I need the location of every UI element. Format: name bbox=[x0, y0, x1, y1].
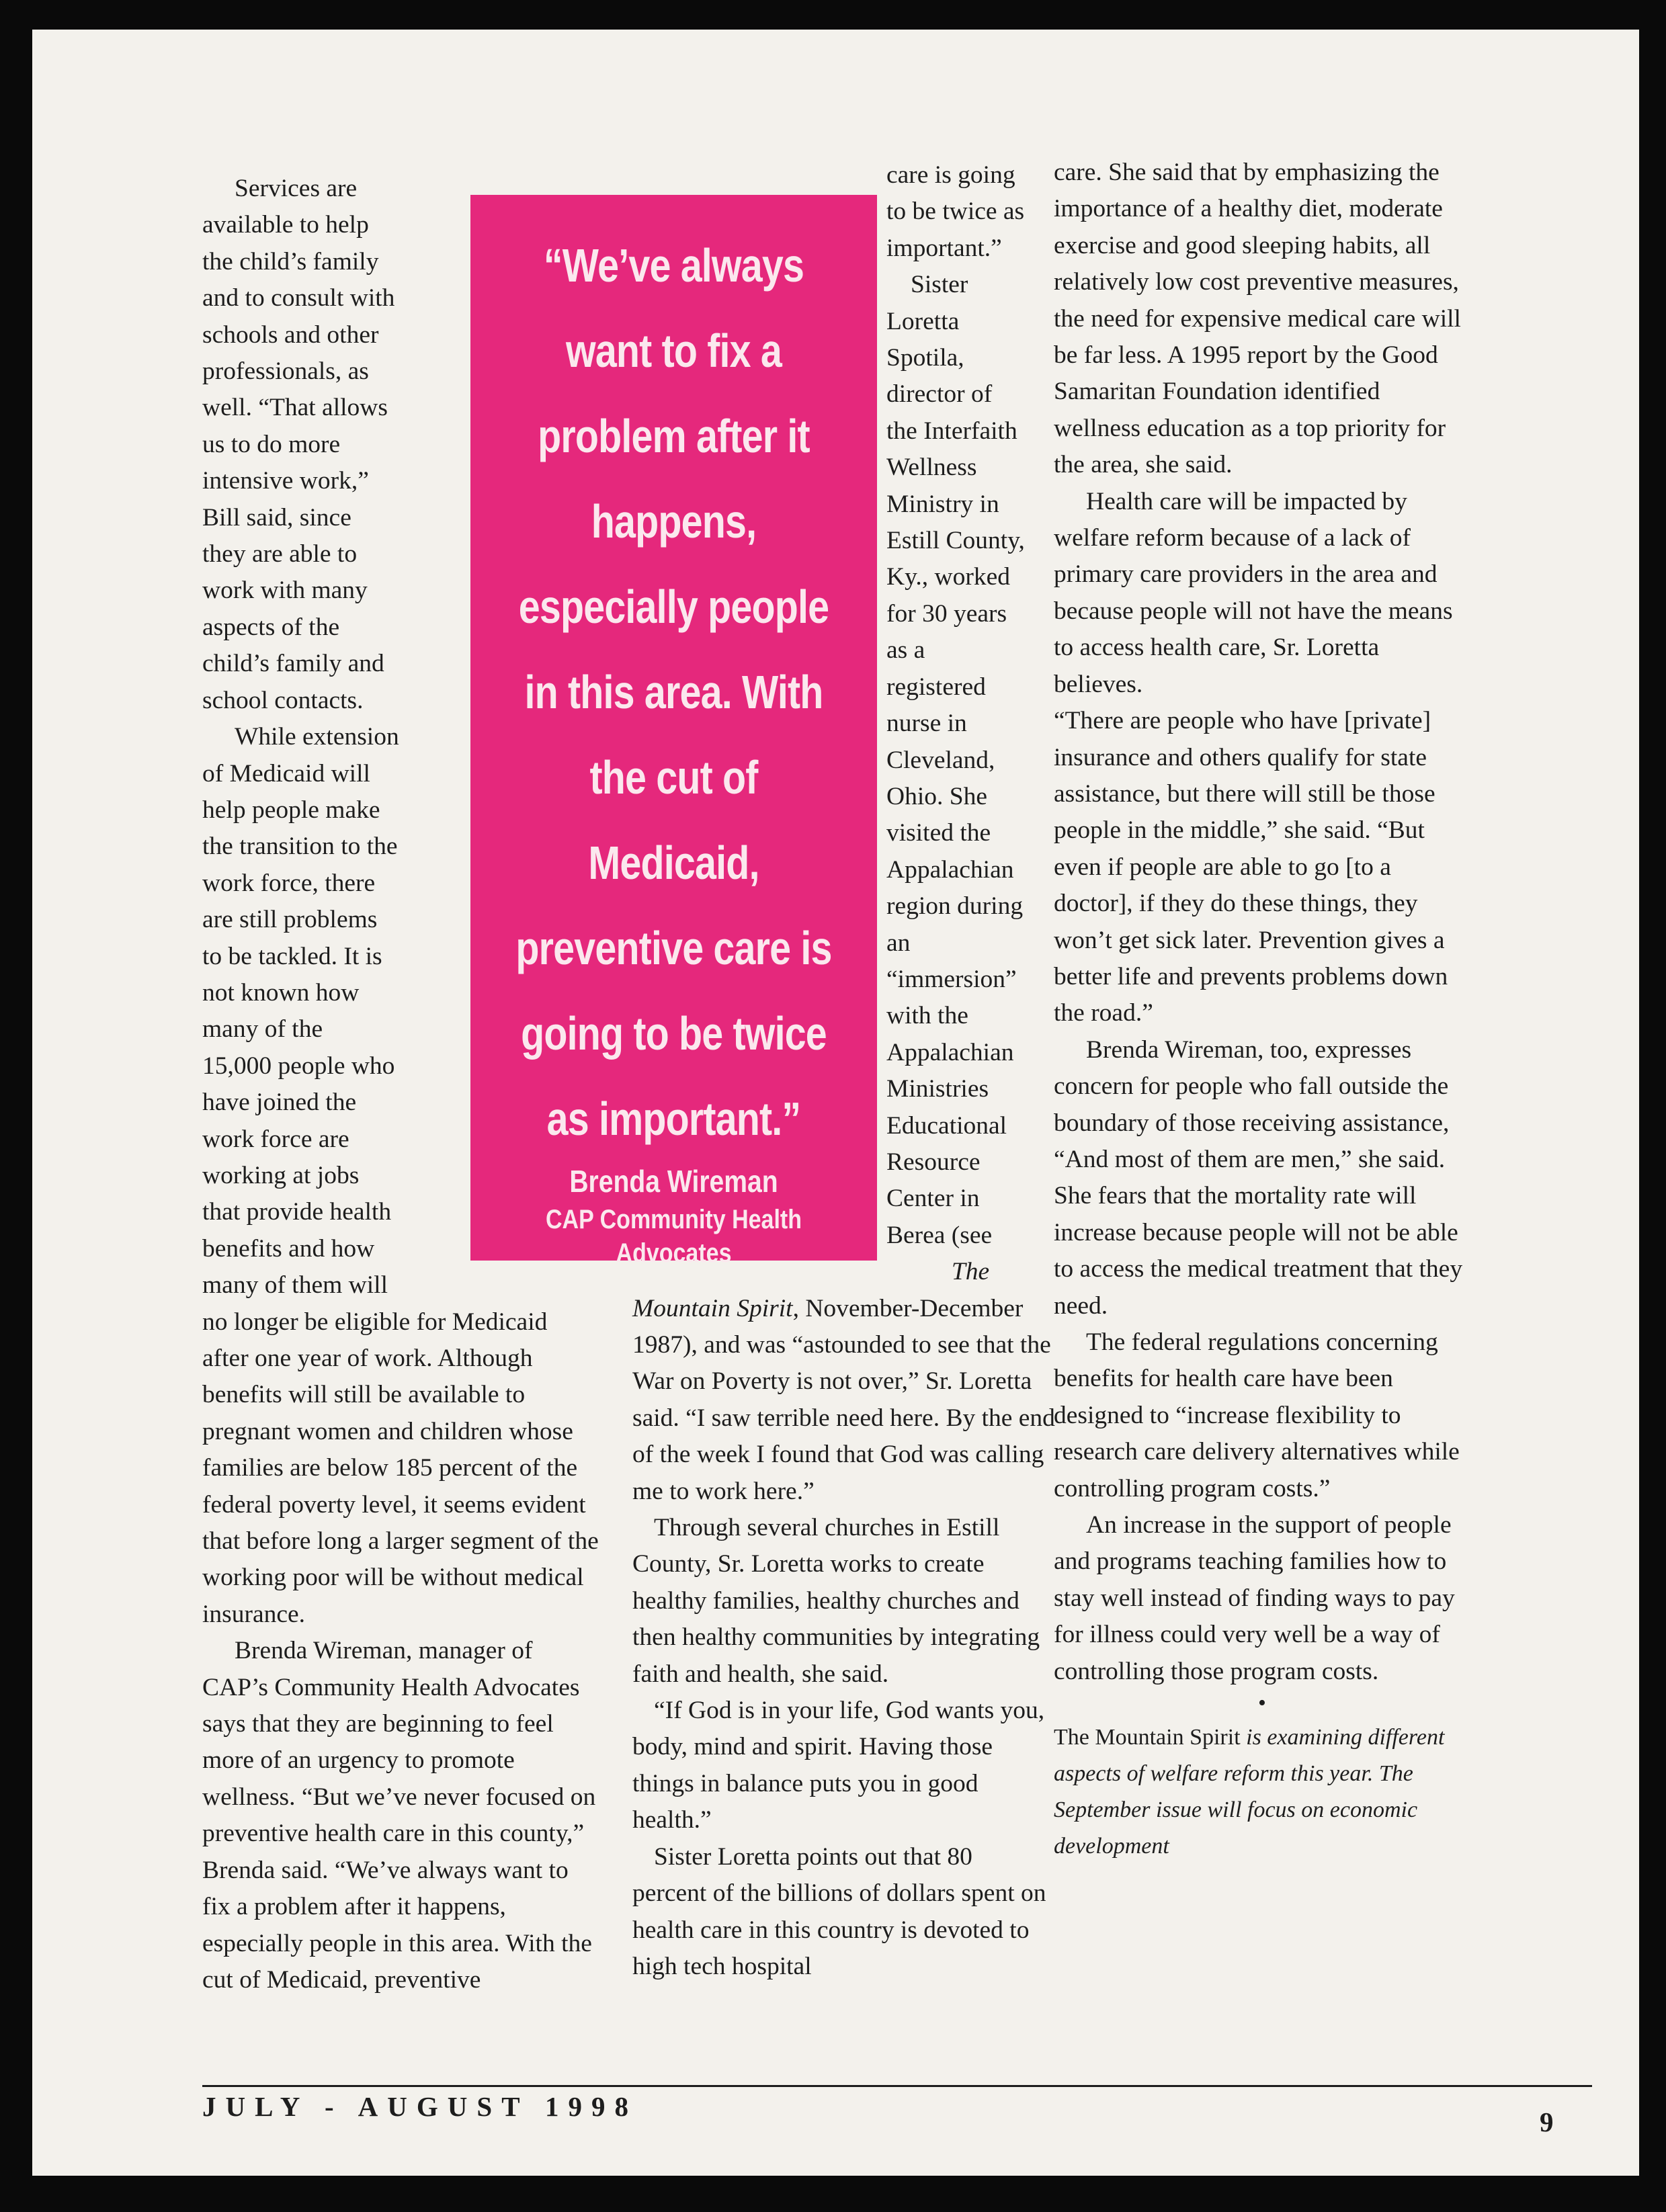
pull-quote-line: in this area. With bbox=[524, 666, 823, 718]
column-2-line: nurse in bbox=[886, 710, 967, 738]
column-1-line: schools and other bbox=[202, 321, 379, 349]
pull-quote-line: problem after it bbox=[538, 410, 810, 462]
pull-quote-line: as important.” bbox=[546, 1093, 801, 1145]
column-1-line: the child’s family bbox=[202, 247, 379, 275]
column-3-paragraph: The federal regulations concerning benefits for health care have been designed to “increase flexibility to research care delivery alternatives while controlling program costs.” bbox=[1054, 1328, 1460, 1502]
column-1-line: 15,000 people who bbox=[202, 1052, 395, 1080]
column-1-line: Services are bbox=[235, 175, 358, 202]
column-2-paragraph: Sister Loretta points out that 80 percent of the billions of dollars spent on health care in this country is devoted to high tech hospital bbox=[632, 1842, 1046, 1980]
pull-quote-line: Medicaid, bbox=[588, 837, 759, 889]
column-2-line: The bbox=[951, 1258, 990, 1286]
column-2-line: Spotila, bbox=[886, 344, 964, 372]
column-2-line: Resource bbox=[886, 1148, 981, 1176]
column-1-line: child’s family and bbox=[202, 650, 384, 678]
column-1-line: help people make bbox=[202, 796, 380, 824]
column-1-line: working at jobs bbox=[202, 1161, 360, 1189]
column-2-paragraph: Mountain Spirit, November-December 1987), and was “astounded to see that the War on Poverty is not over,” Sr. Loretta said. “I saw terrible need here. By the end of the week I found that God was calling me to work here.” bbox=[632, 1294, 1055, 1505]
column-2-line: as a bbox=[886, 636, 925, 665]
column-1-line: work force, there bbox=[202, 869, 376, 897]
column-1-line: and to consult with bbox=[202, 284, 395, 312]
column-3-paragraph: “There are people who have [private] insurance and others qualify for state assistance, but there will still be those people in the middle,” she said. “But even if people are able to go [to a doctor], if they do these things, they won’t get sick later. Prevention gives a better life and prevents problems down the road.” bbox=[1054, 707, 1448, 1027]
column-1-line: While extension bbox=[235, 723, 399, 751]
column-2-line: Berea (see bbox=[886, 1221, 993, 1249]
column-2-line: with the bbox=[886, 1002, 968, 1030]
column-1-line: to be tackled. It is bbox=[202, 942, 382, 970]
column-2-line: Ohio. She bbox=[886, 782, 987, 810]
column-1-line: well. “That allows bbox=[202, 394, 388, 422]
column-1-line: aspects of the bbox=[202, 613, 340, 641]
editor-note-text: is examining different aspects of welfare reform this year. The September issue will focus on economic development bbox=[1054, 1725, 1445, 1859]
column-2-line: registered bbox=[886, 673, 986, 701]
footer-rule bbox=[202, 2085, 1592, 2087]
column-2-line: region during bbox=[886, 892, 1024, 921]
pull-quote-line: preventive care is bbox=[515, 922, 832, 974]
column-2-line: director of bbox=[886, 380, 993, 409]
column-1-line: benefits and how bbox=[202, 1234, 375, 1263]
column-2-paragraph: Through several churches in Estill County, Sr. Loretta works to create healthy families, healthy churches and then healthy communities by integrating faith and health, she said. bbox=[632, 1514, 1040, 1688]
column-1-line: intensive work,” bbox=[202, 467, 369, 495]
column-1-line: us to do more bbox=[202, 430, 341, 458]
editor-note-title: The Mountain Spirit bbox=[1054, 1725, 1241, 1750]
column-2-line: Ky., worked bbox=[886, 563, 1010, 591]
column-1-line: professionals, as bbox=[202, 357, 369, 386]
column-2-line: the Interfaith bbox=[886, 417, 1017, 445]
pull-quote-line: the cut of bbox=[589, 751, 758, 804]
pull-quote-line: going to be twice bbox=[521, 1007, 827, 1060]
column-2-line: Sister bbox=[911, 271, 968, 299]
column-2-line: “immersion” bbox=[886, 965, 1017, 993]
column-1-line: not known how bbox=[202, 978, 360, 1007]
column-2-line: to be twice as bbox=[886, 198, 1025, 226]
column-2-line: an bbox=[886, 929, 911, 957]
pull-quote-line: want to fix a bbox=[565, 325, 782, 377]
pull-quote-attribution-name: Brenda Wireman bbox=[569, 1164, 778, 1199]
column-2-line: Cleveland, bbox=[886, 746, 995, 774]
column-2-line: visited the bbox=[886, 819, 991, 847]
column-1-line: the transition to the bbox=[202, 833, 398, 861]
column-1-line: available to help bbox=[202, 211, 369, 239]
issue-date: JULY - AUGUST 1998 bbox=[202, 2091, 638, 2122]
pull-quote-line: especially people bbox=[518, 581, 829, 633]
column-3-paragraph: care. She said that by emphasizing the importance of a healthy diet, moderate exercise and good sleeping habits, all relatively low cost preventive measures, the need for expensive medical care will be far less. A 1995 report by the Good Samaritan Foundation identified wellness education as a top priority for the area, she said. bbox=[1054, 159, 1461, 479]
pull-quote-line: “We’ve always bbox=[543, 239, 804, 292]
column-2-line: Educational bbox=[886, 1111, 1007, 1140]
editor-note bbox=[1054, 1719, 1470, 1865]
column-1-line: of Medicaid will bbox=[202, 759, 370, 788]
column-1-narrow bbox=[202, 171, 424, 1304]
column-1-line: school contacts. bbox=[202, 686, 364, 714]
column-1-paragraph: no longer be eligible for Medicaid after one year of work. Although benefits will still be available to pregnant women and children whose families are below 185 percent of the federal poverty level, it seems evident that before long a larger segment of the working poor will be without medical insurance. bbox=[202, 1308, 599, 1628]
column-1-line: many of the bbox=[202, 1015, 323, 1044]
column-3-paragraph: Health care will be impacted by welfare reform because of a lack of primary care providers in the area and because people will not have the means to access health care, Sr. Loretta believes. bbox=[1054, 487, 1453, 698]
column-1-line: Bill said, since bbox=[202, 503, 351, 531]
column-2-line: Loretta bbox=[886, 307, 960, 335]
column-2-line: Ministries bbox=[886, 1075, 989, 1103]
pull-quote-attribution-org: CAP Community Health Advocates bbox=[546, 1205, 802, 1268]
column-2-line: Appalachian bbox=[886, 1038, 1014, 1066]
magazine-page bbox=[32, 30, 1639, 2176]
column-1-line: work force are bbox=[202, 1125, 349, 1153]
page-number: 9 bbox=[1540, 2107, 1554, 2137]
column-1-line: many of them will bbox=[202, 1271, 388, 1300]
column-2 bbox=[632, 157, 1063, 1985]
column-3-paragraph: An increase in the support of people and programs teaching families how to stay well instead of finding ways to pay for illness could very well be a way of controlling those program costs. bbox=[1054, 1511, 1455, 1685]
column-1-line: have joined the bbox=[202, 1089, 357, 1117]
column-2-line: Estill County, bbox=[886, 527, 1025, 555]
column-2-line: care is going bbox=[886, 161, 1015, 189]
column-1-line: they are able to bbox=[202, 540, 358, 568]
column-2-line: Center in bbox=[886, 1185, 980, 1213]
column-1-line: are still problems bbox=[202, 906, 378, 934]
column-1-line: that provide health bbox=[202, 1198, 392, 1226]
column-2-line: Appalachian bbox=[886, 855, 1014, 884]
column-2-paragraph: “If God is in your life, God wants you, body, mind and spirit. Having those things in balance puts you in good health.” bbox=[632, 1697, 1045, 1834]
column-3 bbox=[1054, 155, 1470, 1865]
end-bullet: • bbox=[1258, 1691, 1266, 1716]
column-2-line: Wellness bbox=[886, 454, 977, 482]
column-1-paragraph: Brenda Wireman, manager of CAP’s Community Health Advocates says that they are beginning to feel more of an urgency to promote wellness. “But we’ve never focused on preventive health care in this county,” Brenda said. “We’ve always want to fix a problem after it happens, especially people in this area. With the cut of Medicaid, preventive bbox=[202, 1637, 596, 1994]
column-3-paragraph: Brenda Wireman, too, expresses concern for people who fall outside the boundary of those receiving assistance, “And most of them are men,” she said. She fears that the mortality rate will increase because people will not be able to access the medical treatment that they need. bbox=[1054, 1035, 1463, 1320]
column-2-line: for 30 years bbox=[886, 599, 1007, 628]
column-2-line: important.” bbox=[886, 234, 1002, 262]
pull-quote-line: happens, bbox=[591, 495, 757, 548]
column-2-line: Ministry in bbox=[886, 490, 999, 518]
column-1-line: work with many bbox=[202, 577, 368, 605]
column-2-narrow bbox=[886, 157, 1054, 1291]
